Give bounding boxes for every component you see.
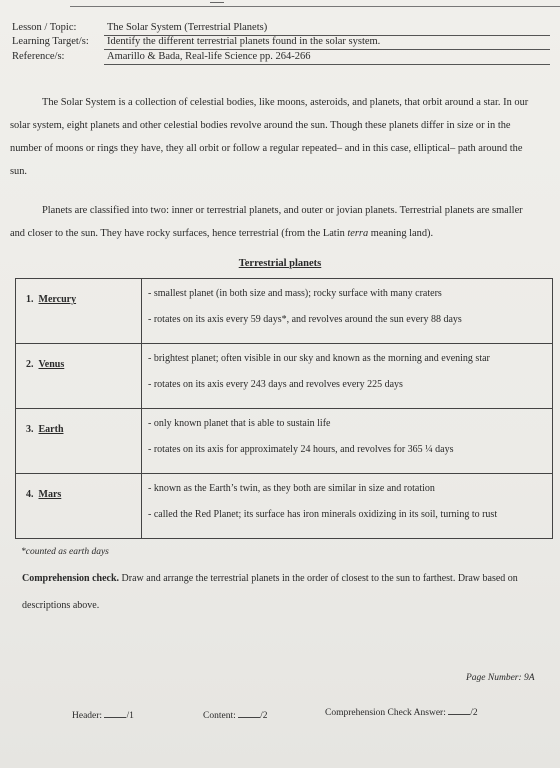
planet-fact: - rotates on its axis for approximately 24 hours, and revolves for 365 ¼ days — [148, 444, 454, 455]
planet-name-cell — [16, 279, 142, 344]
planet-desc-cell — [142, 279, 553, 344]
planet-desc-cell — [142, 409, 553, 474]
comprehension-check — [22, 565, 552, 619]
reference-rule — [104, 64, 550, 65]
lesson-value: The Solar System (Terrestrial Planets) — [107, 22, 268, 33]
table-row — [16, 474, 553, 539]
header-score — [72, 708, 134, 721]
target-label: Learning Target/s: — [12, 36, 89, 47]
planet-name: Mars — [38, 489, 62, 500]
content-score — [203, 708, 268, 721]
planet-number: 4. — [26, 489, 34, 500]
planet-fact: - rotates on its axis every 59 days*, and revolves around the sun every 88 days — [148, 314, 462, 325]
top-mark — [210, 2, 224, 3]
table-row — [16, 344, 553, 409]
planet-name: Earth — [38, 424, 64, 435]
planet-name-cell — [16, 409, 142, 474]
footnote: *counted as earth days — [21, 547, 109, 557]
content-score-blank[interactable] — [238, 708, 260, 718]
intro-text-2b: meaning land). — [368, 228, 434, 239]
intro-paragraph-1 — [10, 91, 540, 183]
reference-value: Amarillo & Bada, Real-life Science pp. 264-266 — [107, 51, 311, 62]
planet-fact: - brightest planet; often visible in our sky and known as the morning and evening star — [148, 353, 490, 364]
planet-name: Mercury — [38, 294, 77, 305]
cc-score — [325, 705, 478, 718]
comprehension-label: Comprehension check. — [22, 573, 120, 584]
planet-fact: - only known planet that is able to sustain life — [148, 418, 331, 429]
target-value: Identify the different terrestrial planets found in the solar system. — [107, 36, 381, 47]
table-title: Terrestrial planets — [238, 258, 322, 269]
intro-paragraph-2 — [10, 199, 540, 245]
planet-fact: - known as the Earth’s twin, as they both are similar in size and rotation — [148, 483, 435, 494]
content-score-label: Content: — [203, 711, 236, 721]
planet-fact: - called the Red Planet; its surface has iron minerals oxidizing in its soil, turning to rust — [148, 509, 498, 520]
reference-label: Reference/s: — [12, 51, 65, 62]
latin-term: terra — [347, 228, 369, 239]
planet-fact: - rotates on its axis every 243 days and revolves every 225 days — [148, 379, 403, 390]
planet-number: 1. — [26, 294, 34, 305]
planet-name-cell — [16, 344, 142, 409]
cc-score-label: Comprehension Check Answer: — [325, 708, 446, 718]
cc-score-blank[interactable] — [448, 705, 470, 715]
planets-table — [15, 278, 553, 539]
table-row — [16, 409, 553, 474]
header-score-total: /1 — [126, 711, 134, 721]
lesson-label: Lesson / Topic: — [12, 22, 77, 33]
target-rule — [104, 49, 550, 50]
table-row — [16, 279, 553, 344]
content-score-total: /2 — [260, 711, 268, 721]
intro-text-2a: Planets are classified into two: inner or terrestrial planets, and outer or jovian planets. Terrestrial planets are smaller and closer to the sun. They have rocky surfaces, hence terrestrial (from the Latin — [10, 205, 523, 239]
planet-number: 3. — [26, 424, 34, 435]
planet-fact: - smallest planet (in both size and mass); rocky surface with many craters — [148, 288, 442, 299]
header-score-label: Header: — [72, 711, 103, 721]
planet-desc-cell — [142, 474, 553, 539]
top-rule — [70, 6, 560, 7]
intro-text-1: The Solar System is a collection of celestial bodies, like moons, asteroids, and planets, that orbit around a star. In our solar system, eight planets and other celestial bodies revolve around the sun. Though these planets differ in size or in the number of moons or rings they have, they all orbit or follow a regular repeated– and in this case, elliptical– path around the sun. — [10, 97, 529, 177]
cc-score-total: /2 — [470, 708, 478, 718]
planet-name-cell — [16, 474, 142, 539]
planet-desc-cell — [142, 344, 553, 409]
page-number: Page Number: 9A — [466, 673, 535, 683]
planet-name: Venus — [38, 359, 65, 370]
comprehension-text: Draw and arrange the terrestrial planets in the order of closest to the sun to farthest. Draw based on descriptions above. — [22, 573, 518, 611]
header-score-blank[interactable] — [104, 708, 126, 718]
planet-number: 2. — [26, 359, 34, 370]
